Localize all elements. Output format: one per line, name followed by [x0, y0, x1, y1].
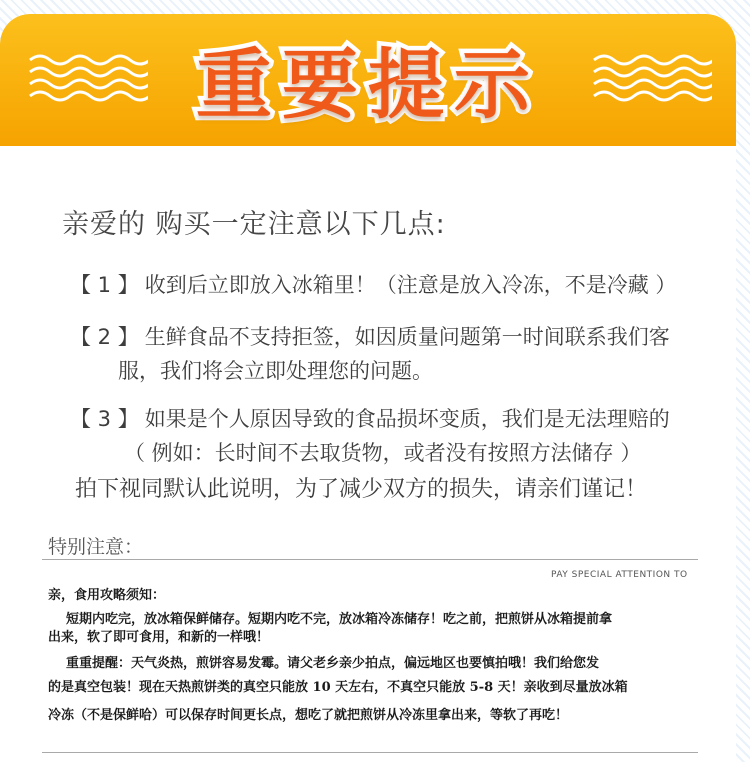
point-text-continued: （ 例如：长时间不去取货物，或者没有按照方法储存 ）: [124, 441, 642, 465]
notice-line: 短期内吃完，放冰箱保鲜储存。短期内吃不完，放冰箱冷冻储存！吃之前，把煎饼从冰箱提前拿: [66, 612, 613, 627]
pay-attention-caption: PAY SPECIAL ATTENTION TO: [551, 570, 688, 580]
point-1: [70, 268, 676, 302]
closing-statement: 拍下视同默认此说明，为了减少双方的损失，请亲们谨记！: [75, 477, 648, 502]
notice-line: 亲，食用攻略须知：: [48, 588, 166, 603]
point-3: [70, 402, 670, 470]
header-banner: [0, 14, 736, 146]
notice-line: 冷冻（不是保鲜哈）可以保存时间更长点，想吃了就把煎饼从冷冻里拿出来，等软了再吃！: [48, 708, 569, 723]
notice-line: 重重提醒：天气炎热，煎饼容易发霉。请父老乡亲少拍点，偏远地区也要慎拍哦！我们给您发: [66, 656, 600, 671]
divider: [42, 752, 698, 753]
divider: [42, 559, 698, 560]
point-number: 【 1 】: [70, 273, 139, 297]
point-text: 收到后立即放入冰箱里！（注意是放入冷冻，不是冷藏 ）: [144, 273, 677, 297]
point-number: 【 3 】: [70, 407, 139, 431]
intro-heading: 亲爱的 购买一定注意以下几点:: [62, 209, 446, 240]
wave-decoration-icon: [592, 52, 712, 102]
special-attention-label: 特别注意：: [48, 536, 144, 558]
point-2: [70, 320, 670, 388]
point-number: 【 2 】: [70, 325, 139, 349]
point-text-continued: 服，我们将会立即处理您的问题。: [118, 359, 433, 383]
notice-card: [0, 14, 736, 762]
notice-line: 的是真空包装！现在天热煎饼类的真空只能放 10 天左右，不真空只能放 5-8 天！亲收到尽量放冰箱: [48, 680, 628, 695]
point-text: 如果是个人原因导致的食品损坏变质，我们是无法理赔的: [144, 407, 670, 431]
notice-line: 出来，软了即可食用，和新的一样哦！: [48, 630, 270, 645]
point-text: 生鲜食品不支持拒签，如因质量问题第一时间联系我们客: [144, 325, 670, 349]
page-title: 重要提示: [196, 40, 540, 129]
